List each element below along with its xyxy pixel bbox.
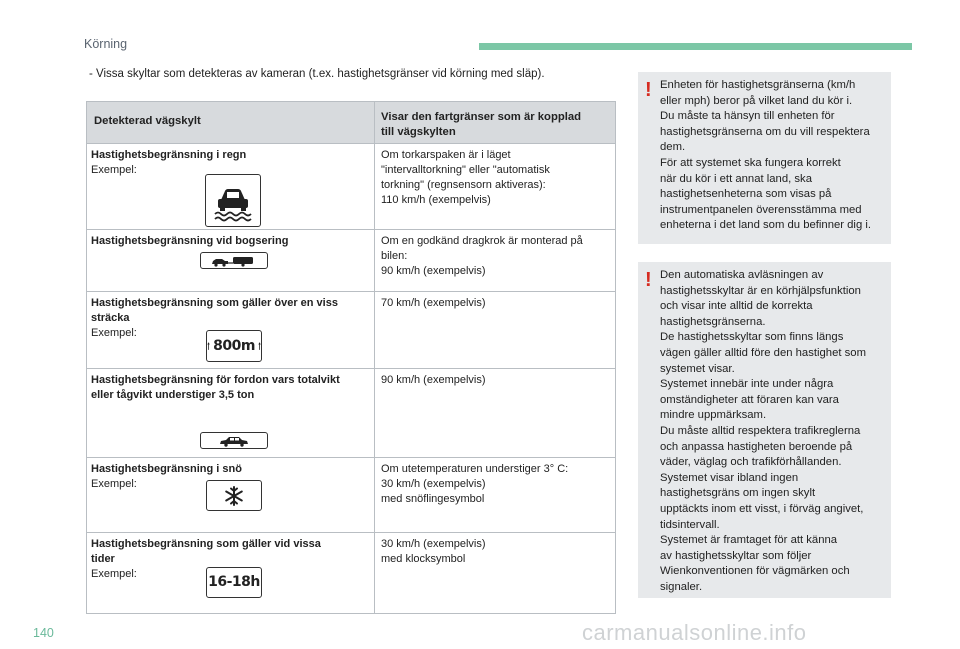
row-title: sträcka xyxy=(91,312,130,324)
note-line: och visar inte alltid de korrekta xyxy=(660,300,813,313)
desc-line: 110 km/h (exempelvis) xyxy=(381,194,491,206)
desc-line: 90 km/h (exempelvis) xyxy=(381,374,486,386)
row-title: tider xyxy=(91,553,115,565)
note-line: hastighetsgränserna om du vill respektera xyxy=(660,125,870,138)
column-header-sign: Detekterad vägskylt xyxy=(87,102,375,143)
desc-line: bilen: xyxy=(381,250,408,262)
note-line: instrumentpanelen överensstämma med xyxy=(660,203,862,216)
note-line: De hastighetsskyltar som finns längs xyxy=(660,331,844,344)
row-desc-cell xyxy=(375,230,615,291)
note-line: när du kör i ett annat land, ska xyxy=(660,172,812,185)
warning-icon: ! xyxy=(645,269,652,291)
note-line: omständigheter att föraren kan vara xyxy=(660,393,839,406)
note-line: Enheten för hastighetsgränserna (km/h xyxy=(660,79,856,91)
row-sign-cell xyxy=(87,292,375,368)
note-line: Den automatiska avläsningen av xyxy=(660,269,824,281)
row-title: eller tågvikt understiger 3,5 ton xyxy=(91,389,255,401)
note-line: hastighetsskyltar är en körhjälpsfunktion xyxy=(660,284,861,297)
note-line: hastighetsgränserna. xyxy=(660,315,766,328)
note-line: mindre uppmärksam. xyxy=(660,409,767,422)
table-row xyxy=(87,458,615,533)
column-header-limit xyxy=(375,102,615,143)
row-title: Hastighetsbegränsning som gäller vid vissa xyxy=(91,538,321,550)
row-sign-cell xyxy=(87,369,375,457)
note-line: För att systemet ska fungera korrekt xyxy=(660,156,841,169)
row-sign-cell xyxy=(87,458,375,532)
watermark: carmanualsonline.info xyxy=(582,620,807,645)
note-line: Systemet visar ibland ingen xyxy=(660,471,799,484)
row-title: Hastighetsbegränsning i regn xyxy=(91,149,247,161)
note-line: av hastighetsskyltar som följer xyxy=(660,549,812,562)
note-line: enheterna i det land som du befinner dig i. xyxy=(660,219,872,232)
weight-sign xyxy=(200,432,268,449)
table-row xyxy=(87,144,615,230)
row-sign-cell xyxy=(87,144,375,229)
note-line: Wienkonventionen för vägmärken och xyxy=(660,565,850,578)
section-title: Körning xyxy=(84,37,128,51)
note-line: vägen gäller alltid före den hastighet som xyxy=(660,346,866,359)
table-row xyxy=(87,533,615,613)
intro-text: - Vissa skyltar som detekteras av kameran (t.ex. hastighetsgränser vid körning med släp). xyxy=(89,68,545,80)
row-title: Hastighetsbegränsning vid bogsering xyxy=(91,235,289,247)
desc-line: "intervalltorkning" eller "automatisk xyxy=(381,164,550,176)
row-desc-cell xyxy=(375,369,615,457)
desc-line: med klocksymbol xyxy=(381,553,466,565)
note-line: hastighetsgräns om ingen skylt xyxy=(660,487,816,500)
snow-sign xyxy=(206,480,262,511)
distance-sign-text: 800m xyxy=(213,337,255,354)
row-desc-cell xyxy=(375,292,615,368)
row-desc-cell xyxy=(375,533,615,613)
table-row xyxy=(87,292,615,369)
note-line: väder, väglag och trafikförhållanden. xyxy=(660,456,842,469)
car-icon xyxy=(217,435,251,447)
note-line: tidsintervall. xyxy=(660,518,720,531)
note-line: eller mph) beror på vilket land du kör i. xyxy=(660,94,853,107)
desc-line: Om torkarspaken är i läget xyxy=(381,149,511,161)
desc-line: 30 km/h (exempelvis) xyxy=(381,538,486,550)
row-desc-cell xyxy=(375,144,615,229)
distance-sign xyxy=(206,330,262,362)
page-number: 140 xyxy=(33,626,54,640)
desc-line: Om en godkänd dragkrok är monterad på xyxy=(381,235,583,247)
desc-line: 70 km/h (exempelvis) xyxy=(381,297,486,309)
arrow-up-icon xyxy=(258,335,261,357)
row-title: Hastighetsbegränsning för fordon vars totalvikt xyxy=(91,374,340,386)
table-row xyxy=(87,230,615,292)
example-label: Exempel: xyxy=(91,478,137,490)
row-sign-cell xyxy=(87,230,375,291)
warning-note-units xyxy=(638,72,891,244)
sign-table xyxy=(86,101,616,614)
note-line: hastighetsenheterna som visas på xyxy=(660,188,832,201)
car-rain-icon xyxy=(211,180,255,222)
header-accent-bar xyxy=(479,43,912,50)
example-label: Exempel: xyxy=(91,568,137,580)
example-label: Exempel: xyxy=(91,327,137,339)
row-desc-cell xyxy=(375,458,615,532)
desc-line: 90 km/h (exempelvis) xyxy=(381,265,486,277)
time-sign xyxy=(206,567,262,598)
rain-sign xyxy=(205,174,261,227)
note-line: systemet visar. xyxy=(660,362,735,375)
note-line: dem. xyxy=(660,141,686,154)
column-header-limit-line1: Visar den fartgränser som är kopplad xyxy=(381,111,582,123)
time-sign-text: 16-18h xyxy=(208,574,260,590)
desc-line: med snöflingesymbol xyxy=(381,493,485,505)
note-line: Du måste alltid respektera trafikreglerna xyxy=(660,424,861,437)
car-trailer-icon xyxy=(210,255,258,267)
row-title: Hastighetsbegränsning som gäller över en viss xyxy=(91,297,338,309)
table-header xyxy=(87,102,615,144)
towing-sign xyxy=(200,252,268,269)
note-line: upptäckts inom ett visst, i förväg angivet, xyxy=(660,502,864,515)
warning-icon: ! xyxy=(645,79,652,101)
desc-line: Om utetemperaturen understiger 3° C: xyxy=(381,463,569,475)
desc-line: 30 km/h (exempelvis) xyxy=(381,478,486,490)
desc-line: torkning" (regnsensorn aktiveras): xyxy=(381,179,546,191)
row-sign-cell xyxy=(87,533,375,613)
table-row xyxy=(87,369,615,458)
warning-note-reading xyxy=(638,262,891,598)
note-line: Systemet är framtaget för att känna xyxy=(660,534,838,547)
note-line: Systemet innebär inte under några xyxy=(660,378,834,391)
column-header-limit-line2: till vägskylten xyxy=(381,126,456,138)
arrow-up-icon xyxy=(207,335,210,357)
row-title: Hastighetsbegränsning i snö xyxy=(91,463,242,475)
example-label: Exempel: xyxy=(91,164,137,176)
note-line: Du måste ta hänsyn till enheten för xyxy=(660,110,835,123)
note-line: och anpassa hastigheten beroende på xyxy=(660,440,853,453)
snowflake-icon xyxy=(223,485,245,507)
note-line: signaler. xyxy=(660,580,703,593)
